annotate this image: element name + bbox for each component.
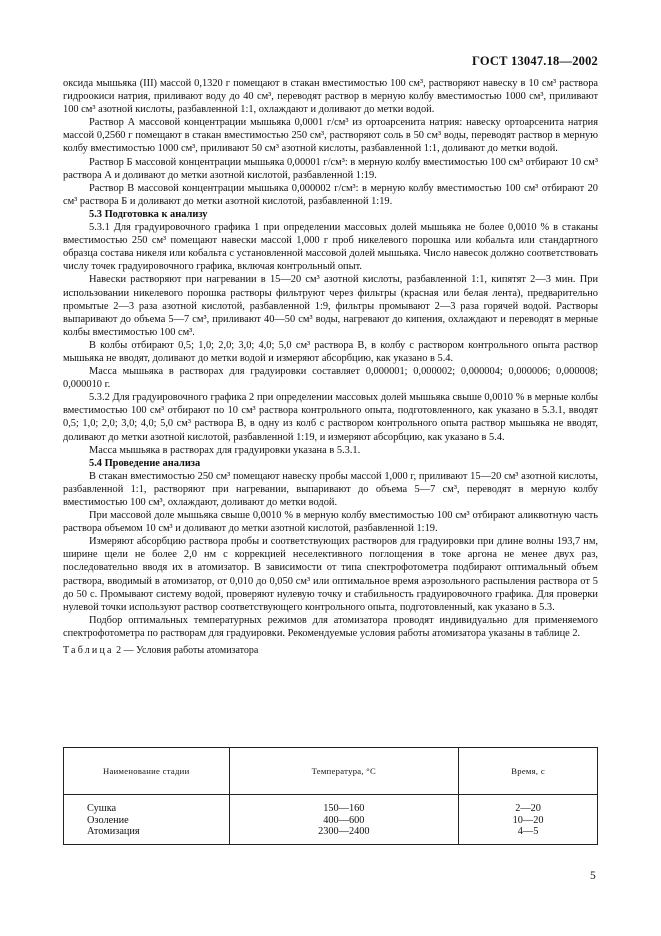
time-value: 4—5 xyxy=(517,826,539,837)
section-heading: 5.4 Проведение анализа xyxy=(89,457,201,469)
table-cell-time xyxy=(459,795,598,845)
table-cell-temperature xyxy=(229,795,459,845)
body-paragraph: 5.3.2 Для градуировочного графика 2 при определении массовых долей мышьяка свыше 0,0010 % в мерные колбы вместимостью 100 см³ отбирают по 10 см³ раствора контрольного опыта, подготовленного, как указано в 5.3.1, вводят 0,5; 1,0; 2,0; 3,0; 4,0; 5,0 см³ раствора В, в одну из колб с раствором контрольного опыта раствор мышьяка не вводят, доливают до метки азотной кислотой, разбавленной 1:19, и измеряют абсорбцию, как указано в 5.4. xyxy=(63,392,598,443)
body-paragraph: Раствор В массовой концентрации мышьяка 0,000002 г/см³: в мерную колбу вместимостью 100 см³ отбирают 20 см³ раствора Б и доливают до метки азотной кислотой, разбавленной 1:19. xyxy=(63,182,598,207)
body-paragraph: Масса мышьяка в растворах для градуировки указана в 5.3.1. xyxy=(89,444,361,456)
table-cell-stage xyxy=(64,795,230,845)
temperature-value: 2300—2400 xyxy=(318,826,370,837)
body-paragraph: Измеряют абсорбцию раствора пробы и соответствующих растворов для градуировки при длине волны 193,7 нм, ширине щели не более 2,0 нм с коррекцией неселективного поглощения в токе аргона не менее двух раз, последовательно вводя их в атомизатор. В зависимости от типа спектрофотометра подбирают оптимальный объем раствора, вводимый в атомизатор, от 0,010 до 0,050 см³ или оптимальное время аэрозольного распыления раствора от 5 до 50 с. Промывают систему водой, проверяют нулевую точку и стабильность градуировочного графика. Для проверки нулевой точки используют раствор соответствующего контрольного опыта, подготовленный, как указано в 5.3. xyxy=(63,536,598,613)
body-paragraph: Подбор оптимальных температурных режимов для атомизатора проводят индивидуально для применяемого спектрофотометра по растворам для градуировки. Рекомендуемые условия работы атомизатора указаны в таблице 2. xyxy=(63,614,598,639)
body-paragraph: Раствор А массовой концентрации мышьяка 0,0001 г/см³ из ортоарсенита натрия: навеску ортоарсенита натрия массой 0,2560 г помещают в стакан вместимостью 250 см³, растворяют соль в 50 см³ воды, переводят раствор в мерную колбу вместимостью 1000 см³, приливают 50 см³ азотной кислоты, разбавленной 1:1, доливают до метки водой. xyxy=(63,117,598,155)
body-paragraph: Раствор Б массовой концентрации мышьяка 0,00001 г/см³: в мерную колбу вместимостью 100 см³ отбирают 10 см³ раствора А и доливают до метки азотной кислотой, разбавленной 1:19. xyxy=(63,156,598,181)
conditions-table xyxy=(63,747,598,845)
temperature-value: 150—160 xyxy=(323,803,365,814)
document-body xyxy=(63,77,598,657)
document-header: ГОСТ 13047.18—2002 xyxy=(472,54,598,68)
table-caption-label: Таблица xyxy=(63,645,114,657)
body-paragraph: В стакан вместимостью 250 см³ помещают навеску пробы массой 1,000 г, приливают 15—20 см³ азотной кислоты, разбавленной 1:1, растворяют при нагревании, выпаривают до объема 5—7 см³, переводят в мерную колбу вместимостью 100 см³, охлаждают, доливают до метки водой. xyxy=(63,470,598,508)
table-caption-text: 2 — Условия работы атомизатора xyxy=(116,645,259,657)
table-caption xyxy=(63,644,598,657)
body-paragraph: 5.3.1 Для градуировочного графика 1 при определении массовых долей мышьяка не более 0,0010 % в стаканы вместимостью 250 см³ помещают навески массой 1,000 г проб никелевого порошка или кобальта или стандартного образца состава никеля или кобальта с установленной массовой долей мышьяка. Число навесок должно соответствовать числу точек градуировочного графика, включая контрольный опыт. xyxy=(63,222,598,273)
body-paragraph: При массовой доле мышьяка свыше 0,0010 % в мерную колбу вместимостью 100 см³ отбирают аликвотную часть раствора объемом 10 см³ и доливают до метки азотной кислотой, разбавленной 1:19. xyxy=(63,510,598,535)
stage-name: Атомизация xyxy=(87,826,140,837)
table-header-temperature: Температура, °С xyxy=(229,748,459,795)
body-paragraph: Масса мышьяка в растворах для градуировки составляет 0,000001; 0,000002; 0,000004; 0,000006; 0,000008; 0,000010 г. xyxy=(63,366,598,391)
table-row xyxy=(64,795,598,845)
table-header-stage: Наименование стадии xyxy=(64,748,230,795)
temperature-value: 400—600 xyxy=(323,814,365,826)
table-header-row xyxy=(64,748,598,795)
body-paragraph: Навески растворяют при нагревании в 15—20 см³ азотной кислоты, разбавленной 1:1, кипятят 2—3 мин. При использовании никелевого порошка растворы фильтруют через фильтры (красная или белая лента), предварительно промытые 2—3 раза азотной кислотой, разбавленной 1:9, фильтры промывают 2—3 раза горячей водой. Растворы выпаривают до объема 5—7 см³, приливают 40—50 см³ воды, нагревают до кипения, охлаждают и переводят в мерные колбы вместимостью 100 см³. xyxy=(63,274,598,338)
time-value: 2—20 xyxy=(515,803,541,814)
body-paragraph: оксида мышьяка (III) массой 0,1320 г помещают в стакан вместимостью 100 см³, растворяют навеску в 10 см³ раствора гидроокиси натрия, приливают воду до 40 см³, переводят раствор в мерную колбу вместимостью 1000 см³, приливают 100 см³ азотной кислоты, разбавленной 1:1, охлаждают и доливают до метки водой. xyxy=(63,78,598,116)
page-number: 5 xyxy=(590,870,596,882)
table-header-time: Время, с xyxy=(459,748,598,795)
stage-name: Озоление xyxy=(87,814,129,826)
body-paragraph: В колбы отбирают 0,5; 1,0; 2,0; 3,0; 4,0; 5,0 см³ раствора В, в колбу с раствором контрольного опыта раствор мышьяка не вводят, доливают до метки водой и измеряют абсорбцию, как указано в 5.4. xyxy=(63,339,598,364)
time-value: 10—20 xyxy=(512,814,544,826)
section-heading: 5.3 Подготовка к анализу xyxy=(89,208,208,220)
stage-name: Сушка xyxy=(87,803,117,814)
